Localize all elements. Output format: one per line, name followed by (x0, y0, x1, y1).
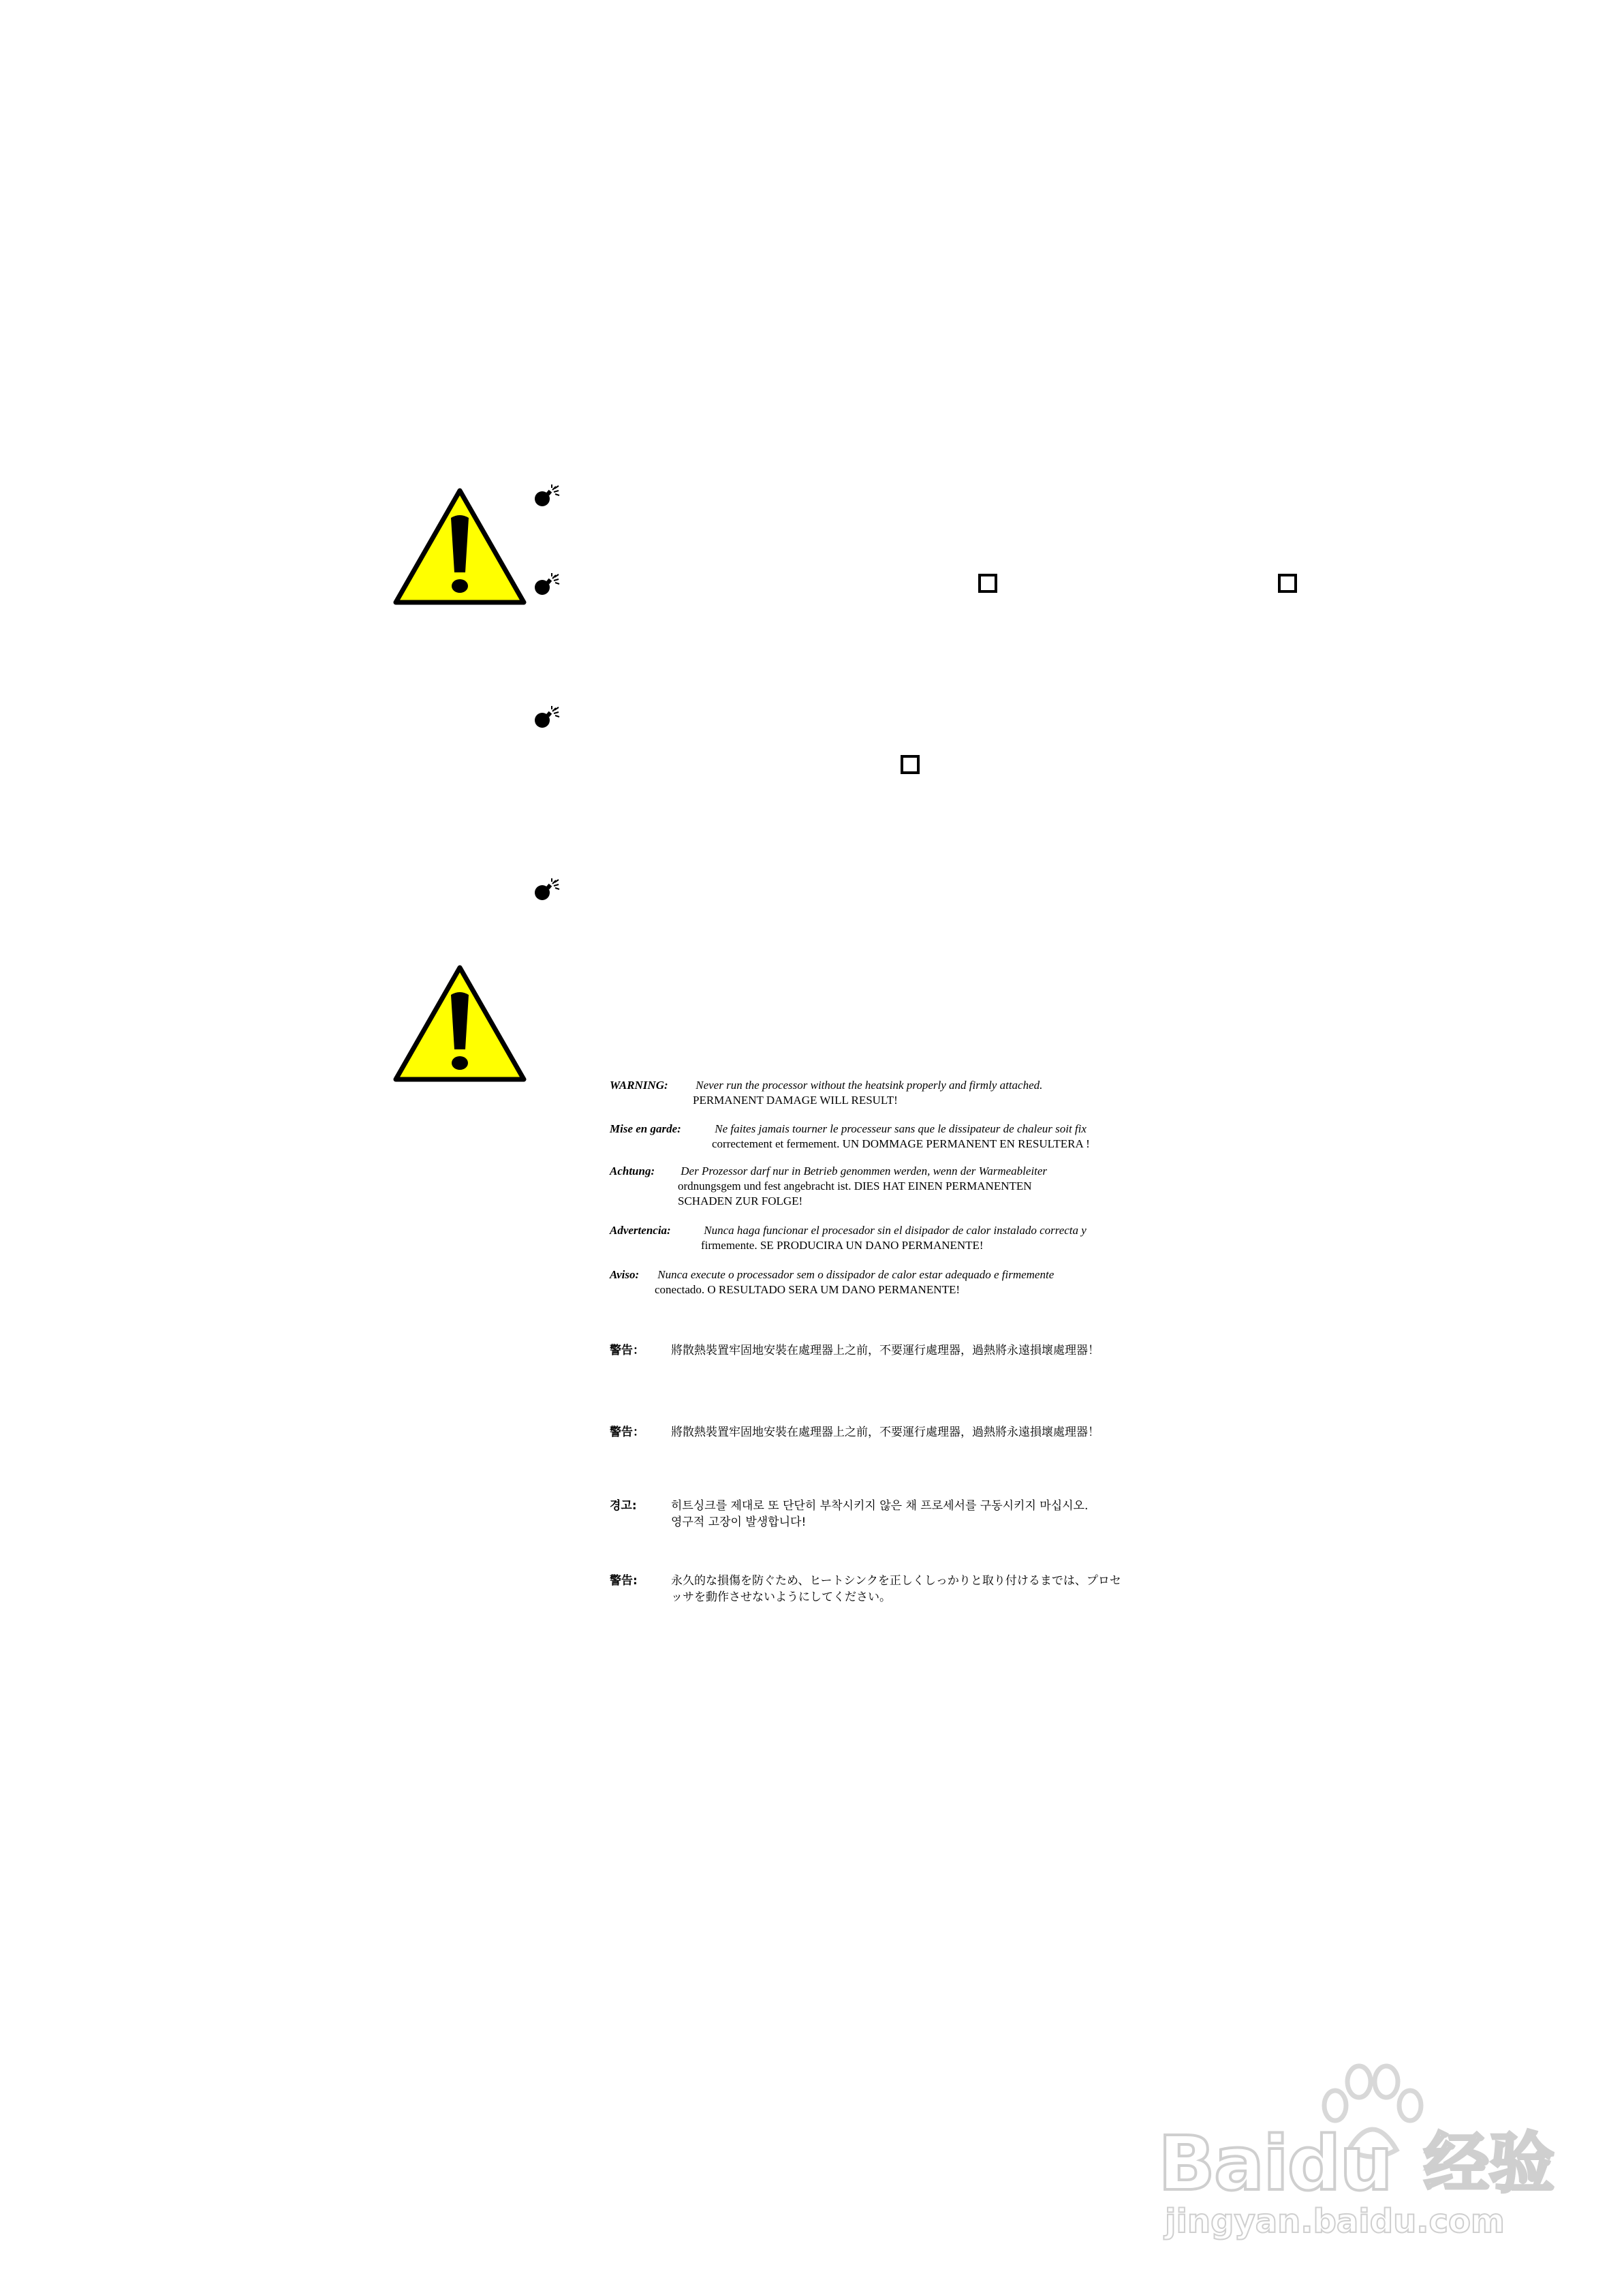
warning-ja-cont: ッサを動作させないようにしてください。 (671, 1590, 891, 1604)
warning-en-cont: PERMANENT DAMAGE WILL RESULT! (693, 1094, 898, 1107)
baidu-jingyan-text: 经验 (1424, 2125, 1555, 2202)
bomb-bullet-icon (531, 484, 564, 508)
baidu-brand-text: Baidu (1158, 2120, 1392, 2207)
warning-tc: 警告： 將散熱裝置牢固地安裝在處理器上之前，不要運行處理器，過熱將永遠損壞處理器！ (610, 1344, 1099, 1357)
bomb-bullet-icon (531, 878, 564, 902)
warning-de-cont: ordnungsgem und fest angebracht ist. DIES HAT EINEN PERMANENTEN (678, 1180, 1032, 1192)
warning-pt-cont: conectado. O RESULTADO SERA UM DANO PERMANENTE! (655, 1283, 961, 1296)
warning-triangle-icon (392, 962, 528, 1085)
warning-pt: Aviso: Nunca execute o processador sem o dissipador de calor estar adequado e firmemente (610, 1268, 1055, 1281)
warning-ko: 경고: 히트싱크를 제대로 또 단단히 부착시키지 않은 채 프로세서를 구동시키지 마십시오. (610, 1499, 1089, 1513)
checkbox-icon (1278, 574, 1297, 593)
bomb-bullet-icon (531, 572, 564, 597)
checkbox-icon (901, 755, 920, 774)
warning-fr-cont: correctement et fermement. UN DOMMAGE PERMANENT EN RESULTERA ! (712, 1137, 1090, 1150)
bomb-bullet-icon (531, 705, 564, 730)
warning-en: WARNING: Never run the processor without the heatsink properly and firmly attached. (610, 1079, 1043, 1092)
checkbox-icon (978, 574, 997, 593)
warning-ja: 警告: 永久的な損傷を防ぐため、ヒートシンクを正しくしっかりと取り付けるまでは、プロセ (610, 1574, 1121, 1588)
warning-es: Advertencia: Nunca haga funcionar el procesador sin el disipador de calor instalado correcta y (610, 1224, 1087, 1237)
warning-de: Achtung: Der Prozessor darf nur in Betrieb genommen werden, wenn der Warmeableiter (610, 1165, 1048, 1177)
baidu-watermark (1158, 2061, 1567, 2238)
warning-sc: 警告： 將散熱裝置牢固地安裝在處理器上之前，不要運行處理器，過熱將永遠損壞處理器！ (610, 1426, 1099, 1439)
warning-de-cont: SCHADEN ZUR FOLGE! (678, 1195, 803, 1207)
warning-fr: Mise en garde: Ne faites jamais tourner le processeur sans que le dissipateur de chaleur soit fix (610, 1122, 1087, 1135)
warning-triangle-icon (392, 485, 528, 608)
warning-es-cont: firmemente. SE PRODUCIRA UN DANO PERMANENTE! (701, 1239, 984, 1252)
warning-ko-cont: 영구적 고장이 발생합니다! (671, 1515, 807, 1529)
baidu-url-text: jingyan.baidu.com (1165, 2202, 1505, 2240)
